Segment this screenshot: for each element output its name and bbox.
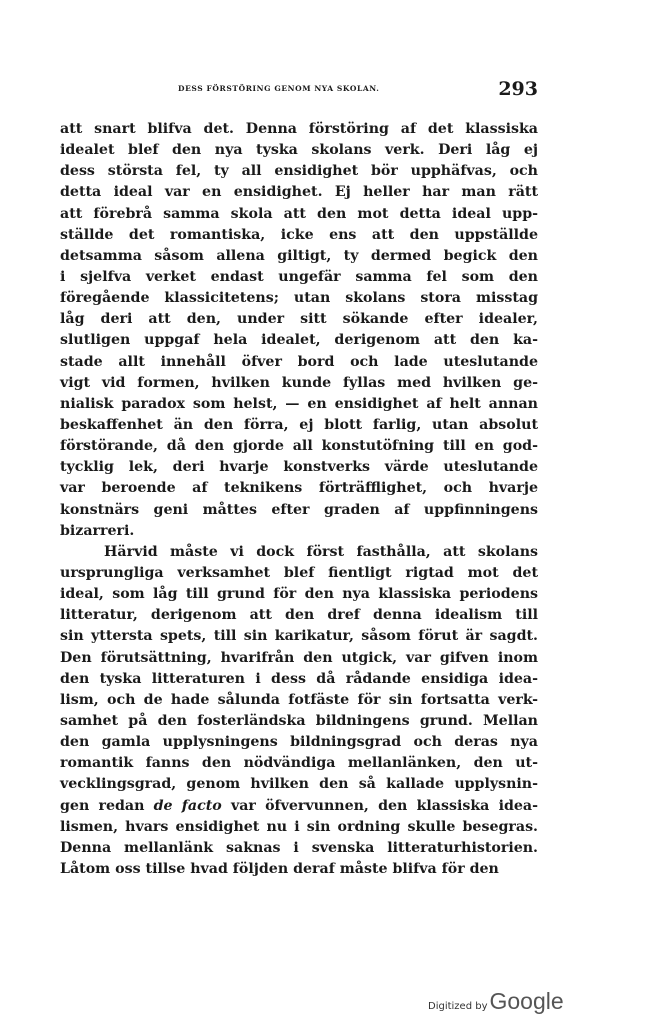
text-line: konstnärs geni måttes efter graden af uppfinningens [60,501,538,518]
text-line: stade allt innehåll öfver bord och lade uteslutande [60,353,538,370]
text-line: låg deri att den, under sitt sökande efter idealer, [60,311,538,328]
text-line: dess största fel, ty all ensidighet bör upphäfvas, och [60,163,538,180]
text-line: Låtom oss tillse hvad följden deraf måste blifva för den [60,860,499,877]
digitized-by-label: Digitized by [428,1001,488,1012]
text-line: Denna mellanlänk saknas i svenska litteraturhistorien. [60,839,538,856]
page-number: 293 [498,78,538,100]
text-line: romantik fanns den nödvändiga mellanlänken, den ut- [60,755,538,772]
text-line: ideal, som låg till grund för den nya klassiska periodens [60,586,538,603]
google-logo: Google [489,988,564,1014]
text-line: samhet på den fosterländska bildningens grund. Mellan [60,712,538,729]
text-line: förstörande, då den gjorde all konstutöfning till en god- [60,438,538,455]
text-line: detsamma såsom allena giltigt, ty dermed begick den [60,247,538,264]
text-line: litteratur, derigenom att den dref denna idealism till [60,607,538,624]
paragraph-2 [60,542,538,880]
text-line: vigt vid formen, hvilken kunde fyllas med hvilken ge- [60,374,538,391]
body-text [60,119,538,880]
text-line: Den förutsättning, hvarifrån den utgick, var gifven inom [60,649,538,666]
running-head: DESS FÖRSTÖRING GENOM NYA SKOLAN. [178,84,380,93]
text-line: var beroende af teknikens förträfflighet, och hvarje [60,480,538,497]
text-line: detta ideal var en ensidighet. Ej heller har man rätt [60,184,538,201]
digitized-by-google-watermark [428,988,564,1015]
text-line: tycklig lek, deri hvarje konstverks värde uteslutande [60,459,538,476]
text-line: slutligen uppgaf hela idealet, derigenom att den ka- [60,332,538,349]
text-line: den tyska litteraturen i dess då rådande ensidiga idea- [60,670,538,687]
text-line: lism, och de hade sålunda fotfäste för sin fortsatta verk- [60,691,538,708]
text-line: beskaffenhet än den förra, ej blott farlig, utan absolut [60,416,538,433]
text-line: sin yttersta spets, till sin karikatur, såsom förut är sagdt. [60,628,538,645]
paragraph-1 [60,119,538,542]
text-line: lismen, hvars ensidighet nu i sin ordning skulle besegras. [60,818,538,835]
page-header [60,78,538,102]
text-line: föregående klassicitetens; utan skolans stora misstag [60,290,538,307]
text-line: idealet blef den nya tyska skolans verk. Deri låg ej [60,142,538,159]
text-line: bizarreri. [60,522,135,539]
italic-phrase: de facto [153,797,222,814]
text-line: ursprungliga verksamhet blef fientligt rigtad mot det [60,564,538,581]
text-line: att snart blifva det. Denna förstöring af det klassiska [60,121,538,137]
text-line: gen redan de facto var öfvervunnen, den klassiska idea- [60,797,538,814]
text-line: i sjelfva verket endast ungefär samma fel som den [60,268,538,285]
text-line: nialisk paradox som helst, — en ensidighet af helt annan [60,395,538,412]
text-line: vecklingsgrad, genom hvilken den så kallade upplysnin- [60,776,538,793]
text-line: den gamla upplysningens bildningsgrad och deras nya [60,734,538,751]
text-line: ställde det romantiska, icke ens att den uppställde [60,226,538,243]
text-line: Härvid måste vi dock först fasthålla, att skolans [104,543,538,560]
text-line: att förebrå samma skola att den mot detta ideal upp- [60,205,538,222]
